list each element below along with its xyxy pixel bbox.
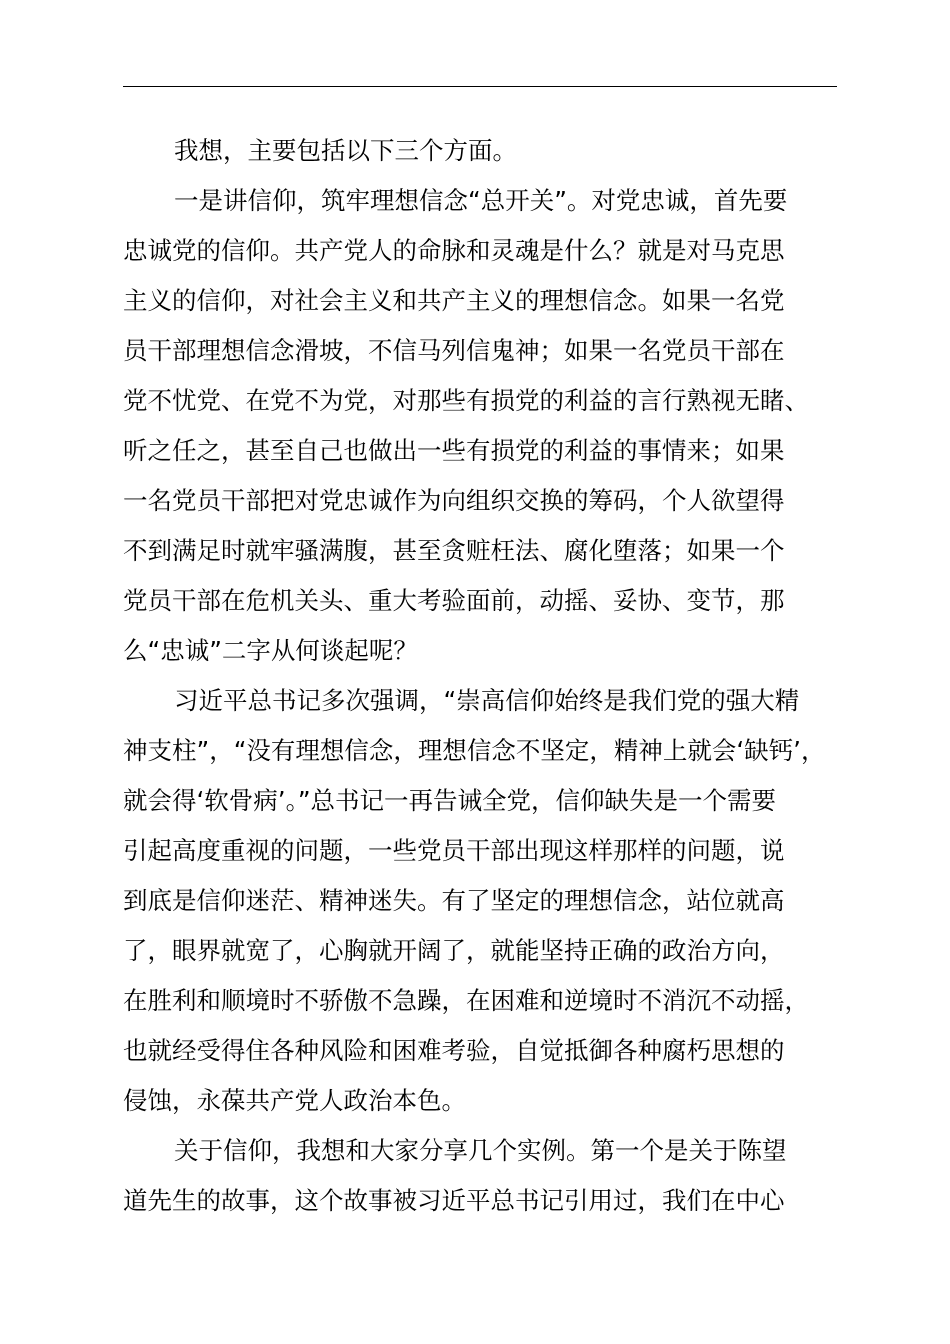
text-line: 习近平总书记多次强调，“崇高信仰始终是我们党的强大精 — [174, 686, 800, 715]
document-body — [123, 126, 839, 1226]
text-line: 党员干部在危机关头、重大考验面前，动摇、妥协、变节，那 — [123, 586, 785, 615]
text-line: 在胜利和顺境时不骄傲不急躁，在困难和逆境时不消沉不动摇， — [123, 986, 809, 1015]
text-line: 不到满足时就牢骚满腹，甚至贪赃枉法、腐化堕落；如果一个 — [123, 536, 785, 565]
text-line: 么“忠诚”二字从何谈起呢？ — [123, 636, 418, 665]
text-line: 也就经受得住各种风险和困难考验，自觉抵御各种腐朽思想的 — [123, 1036, 785, 1065]
text-line: 员干部理想信念滑坡，不信马列信鬼神；如果一名党员干部在 — [123, 336, 785, 365]
text-line: 忠诚党的信仰。共产党人的命脉和灵魂是什么？就是对马克思 — [123, 236, 785, 265]
text-line: 侵蚀，永葆共产党人政治本色。 — [123, 1086, 466, 1115]
text-line: 神支柱”，“没有理想信念，理想信念不坚定，精神上就会‘缺钙’， — [123, 736, 826, 765]
text-line: 关于信仰，我想和大家分享几个实例。第一个是关于陈望 — [174, 1136, 787, 1165]
text-line: 一是讲信仰，筑牢理想信念“总开关”。对党忠诚，首先要 — [174, 186, 788, 215]
text-line: 到底是信仰迷茫、精神迷失。有了坚定的理想信念，站位就高 — [123, 886, 785, 915]
text-line: 了，眼界就宽了，心胸就开阔了，就能坚持正确的政治方向， — [123, 936, 785, 965]
text-line: 我想，主要包括以下三个方面。 — [174, 136, 517, 165]
header-rule — [123, 86, 837, 87]
text-line: 党不忧党、在党不为党，对那些有损党的利益的言行熟视无睹、 — [123, 386, 809, 415]
text-line: 主义的信仰，对社会主义和共产主义的理想信念。如果一名党 — [123, 286, 785, 315]
text-line: 就会得‘软骨病’。”总书记一再告诫全党，信仰缺失是一个需要 — [123, 786, 777, 815]
text-line: 引起高度重视的问题，一些党员干部出现这样那样的问题，说 — [123, 836, 785, 865]
text-line: 道先生的故事，这个故事被习近平总书记引用过，我们在中心 — [123, 1186, 785, 1215]
text-line: 一名党员干部把对党忠诚作为向组织交换的筹码，个人欲望得 — [123, 486, 785, 515]
text-line: 听之任之，甚至自己也做出一些有损党的利益的事情来；如果 — [123, 436, 785, 465]
